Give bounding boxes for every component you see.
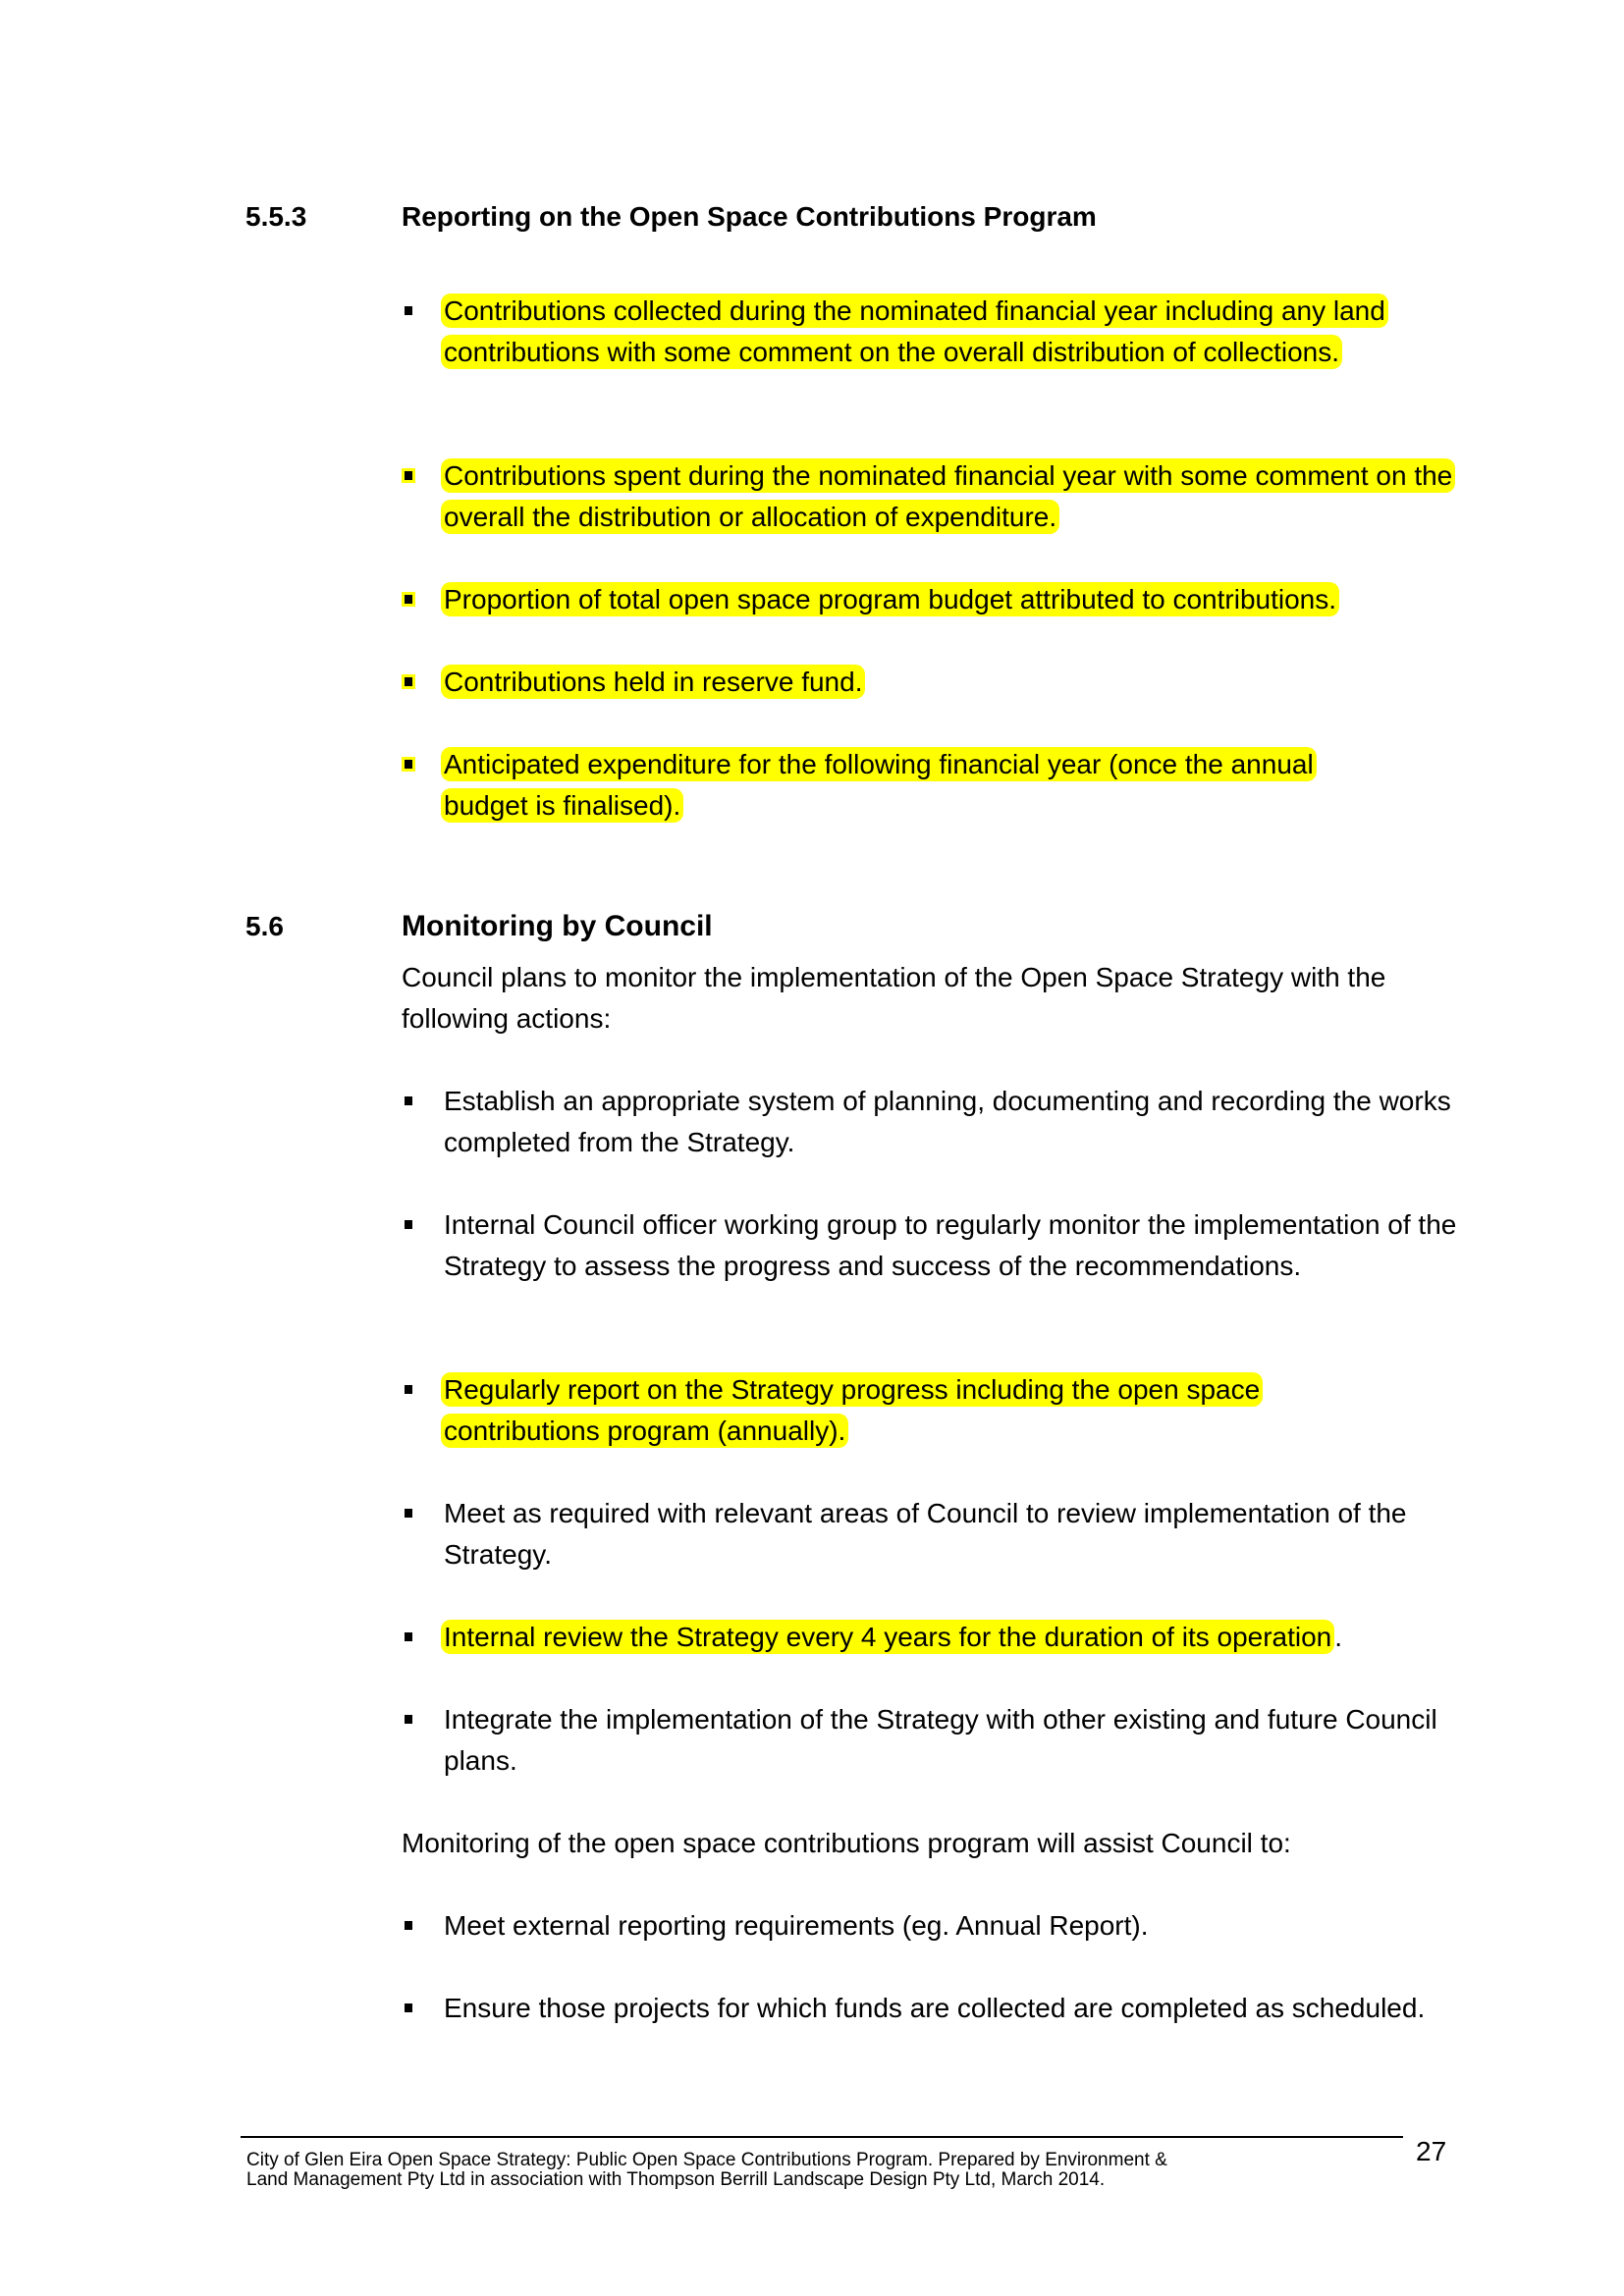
highlighted-text: Contributions collected during the nominated financial year including any land contributions with some comment on the overall distribution of collections. (441, 294, 1388, 369)
list-item (402, 1369, 1462, 1452)
footer-line-1: City of Glen Eira Open Space Strategy: Public Open Space Contributions Program. Prepared by Environment & (246, 2150, 1167, 2170)
bullet-square-icon (405, 1385, 412, 1394)
list-item-text: Internal Council officer working group to regularly monitor the implementation of the Strategy to assess the progress and success of the recommendations. (444, 1209, 1457, 1281)
list-item-text: Meet as required with relevant areas of Council to review implementation of the Strategy. (444, 1498, 1407, 1570)
highlighted-text: Anticipated expenditure for the following financial year (once the annual budget is finalised). (441, 747, 1317, 823)
list-item-text: Integrate the implementation of the Strategy with other existing and future Council plans. (444, 1704, 1437, 1776)
list-item (402, 291, 1462, 373)
list-item-text: Meet external reporting requirements (eg. Annual Report). (444, 1910, 1149, 1941)
bullet-square-icon (405, 760, 412, 769)
bullet-square-icon (405, 1096, 412, 1105)
bullet-square-icon (405, 1715, 412, 1724)
list-item (402, 1081, 1462, 1163)
highlighted-text: Internal review the Strategy every 4 years for the duration of its operation (441, 1620, 1334, 1654)
intro-paragraph: Council plans to monitor the implementation of the Open Space Strategy with the following actions: (402, 962, 1386, 1034)
bullet-square-icon (405, 677, 412, 686)
list-item (402, 455, 1462, 538)
bullet-square-icon (405, 1220, 412, 1229)
bullet-square-icon (405, 1921, 412, 1930)
list-item (402, 1905, 1462, 1947)
list-item (402, 1988, 1462, 2029)
bullet-square-icon (405, 471, 412, 480)
list-item (402, 744, 1462, 827)
bullet-square-icon (405, 595, 412, 604)
bullet-square-icon (405, 306, 412, 315)
list-item (402, 1204, 1462, 1287)
list-item (402, 1699, 1462, 1782)
footer-line-2: Land Management Pty Ltd in association with Thompson Berrill Landscape Design Pty Ltd, March 2014. (246, 2169, 1106, 2190)
list-item (402, 662, 1462, 703)
highlighted-text: Regularly report on the Strategy progress including the open space contributions program (annually). (441, 1372, 1263, 1448)
list-item-text: Ensure those projects for which funds are collected are completed as scheduled. (444, 1993, 1426, 2023)
footer-citation (246, 2151, 1376, 2190)
section-heading-monitoring: Monitoring by Council (402, 910, 713, 942)
footer-divider (241, 2136, 1403, 2138)
list-item-text: Establish an appropriate system of planning, documenting and recording the works completed from the Strategy. (444, 1086, 1451, 1157)
bullet-square-icon (405, 1632, 412, 1641)
page-number: 27 (1416, 2136, 1447, 2166)
highlighted-text: Contributions spent during the nominated financial year with some comment on the overall the distribution or allocation of expenditure. (441, 458, 1455, 534)
highlighted-text: Proportion of total open space program budget attributed to contributions. (441, 582, 1339, 616)
list-item (402, 1493, 1462, 1575)
section-heading-reporting: Reporting on the Open Space Contributions Program (402, 201, 1097, 232)
highlighted-text: Contributions held in reserve fund. (441, 665, 865, 699)
bullet-square-icon (405, 1509, 412, 1518)
list-item (402, 1617, 1462, 1658)
section-number-5-5-3: 5.5.3 (245, 201, 307, 232)
bullet-square-icon (405, 2003, 412, 2012)
section-number-5-6: 5.6 (245, 911, 284, 941)
list-item (402, 579, 1462, 620)
assist-intro-paragraph: Monitoring of the open space contributions program will assist Council to: (402, 1828, 1291, 1858)
list-item-suffix: . (1334, 1622, 1343, 1652)
